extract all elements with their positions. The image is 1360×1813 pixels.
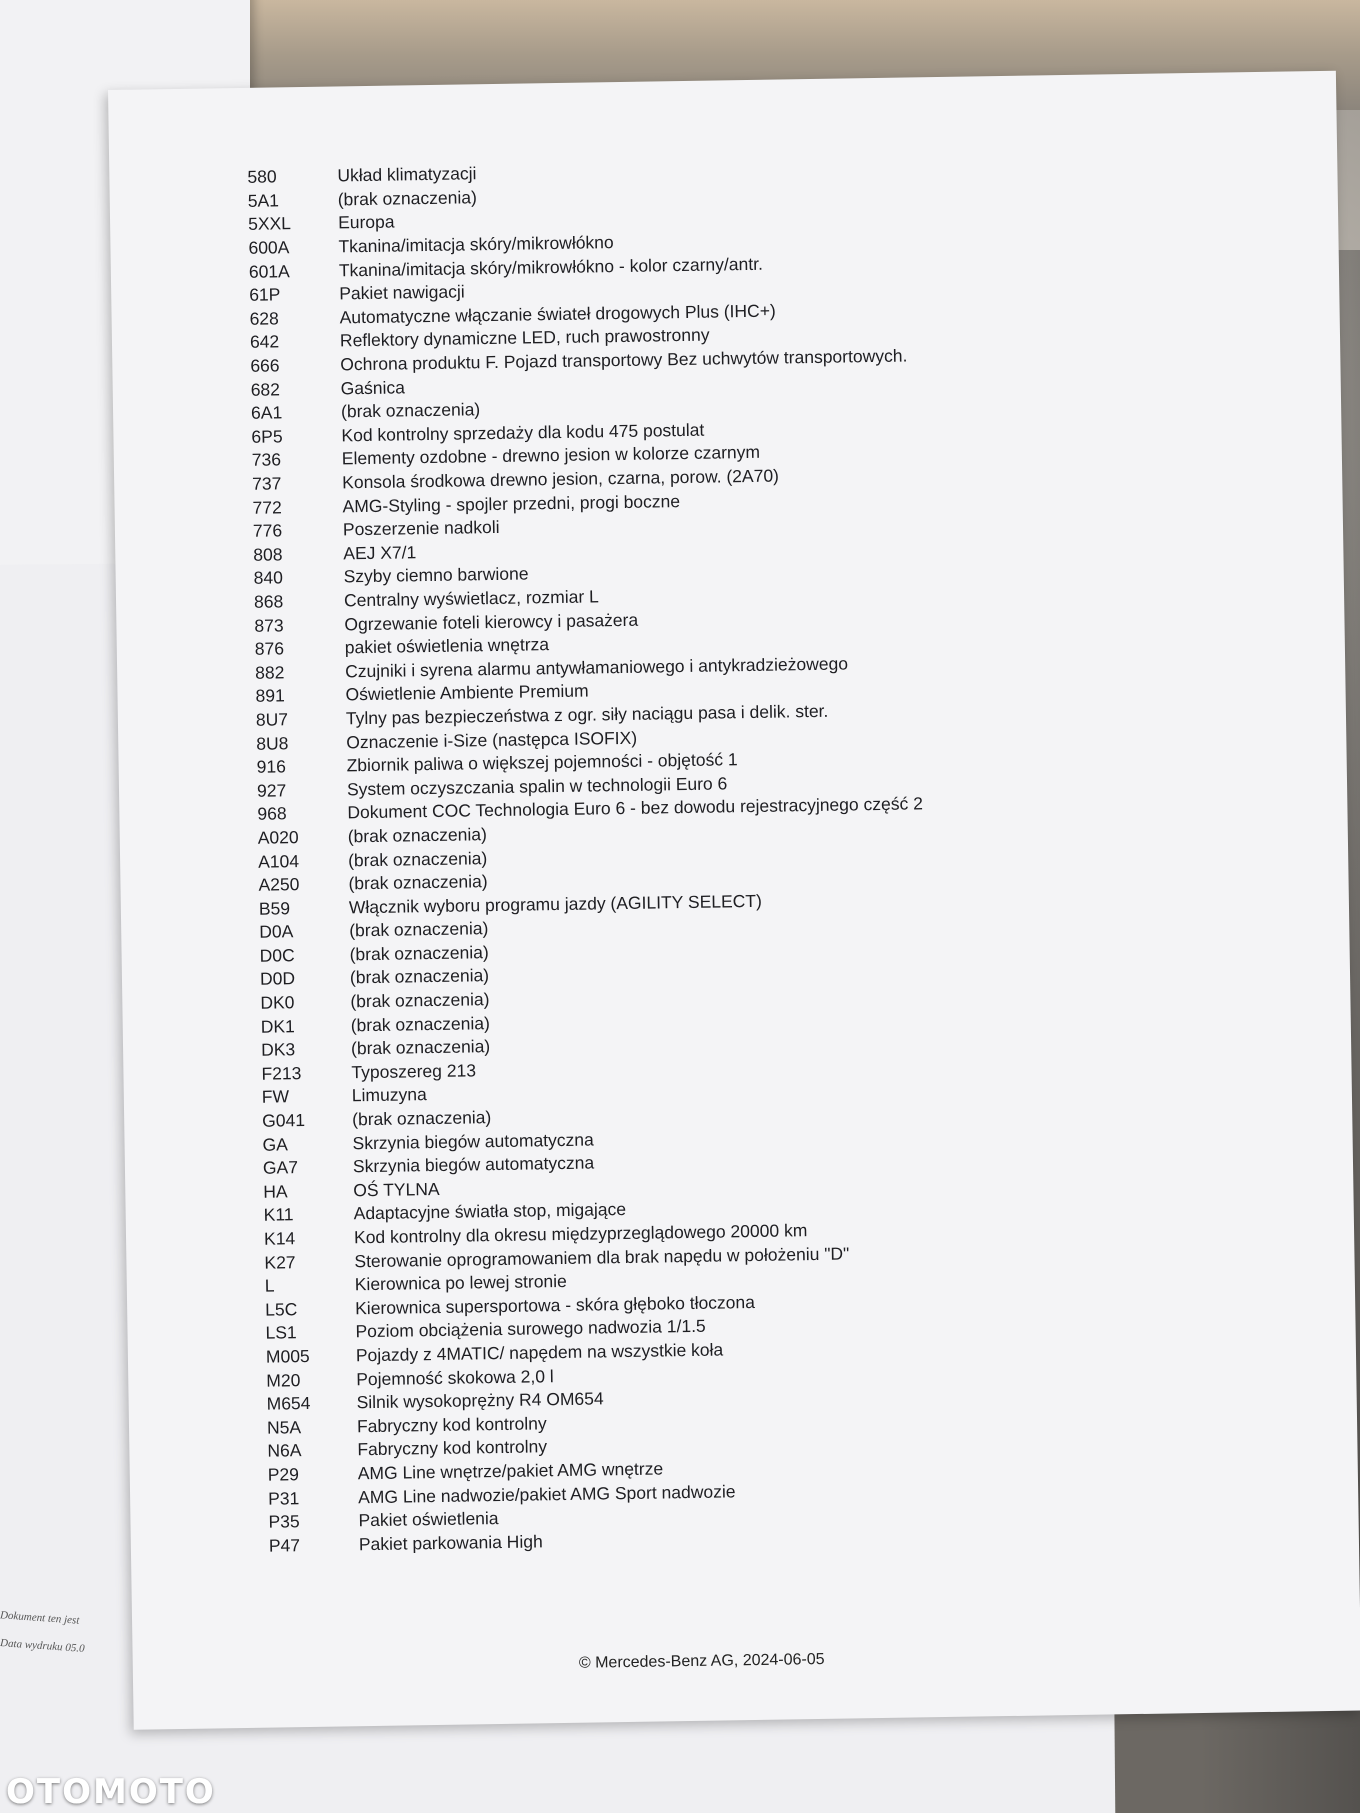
option-description: Czujniki i syrena alarmu antywłamaniowego i antykradzieżowego [344, 653, 849, 682]
option-description: System oczyszczania spalin w technologii Euro 6 [346, 773, 728, 800]
option-code: 927 [256, 780, 287, 801]
option-description: AMG-Styling - spojler przedni, progi boczne [342, 490, 681, 516]
option-description: (brak oznaczenia) [350, 1012, 490, 1035]
option-code: N5A [266, 1416, 302, 1438]
option-description: Kierownica supersportowa - skóra głęboko tłoczona [355, 1291, 756, 1319]
option-code: FW [261, 1086, 290, 1108]
option-description: (brak oznaczenia) [347, 824, 488, 847]
option-code: K27 [264, 1251, 296, 1273]
option-description: Fabryczny kod kontrolny [357, 1436, 548, 1460]
option-code: 882 [255, 662, 285, 683]
option-code: M005 [265, 1345, 310, 1367]
option-description: Elementy ozdobne - drewno jesion w kolorze czarnym [341, 442, 761, 469]
option-description: (brak oznaczenia) [348, 871, 488, 894]
option-description: Poszerzenie nadkoli [342, 517, 500, 540]
option-description: Reflektory dynamiczne LED, ruch prawostronny [339, 325, 710, 351]
footnote-document: Dokument ten jest [0, 1609, 80, 1627]
option-description: Skrzynia biegów automatyczna [352, 1129, 594, 1153]
option-code: DK3 [260, 1039, 296, 1060]
option-description: Układ klimatyzacji [337, 163, 477, 186]
option-description: Konsola środkowa drewno jesion, czarna, porow. (2A70) [342, 465, 780, 493]
option-code: 891 [255, 685, 285, 707]
option-code: D0A [259, 921, 294, 943]
option-description: Automatyczne włączanie świateł drogowych Plus (IHC+) [339, 300, 776, 328]
option-code: 868 [253, 591, 284, 612]
option-description: Szyby ciemno barwione [343, 563, 529, 587]
option-description: (brak oznaczenia) [349, 918, 489, 941]
option-description: Kierownica po lewej stronie [354, 1271, 567, 1295]
option-code: HA [263, 1181, 288, 1202]
option-description: Pojazdy z 4MATIC/ napędem na wszystkie koła [355, 1339, 724, 1366]
option-code: K14 [263, 1228, 296, 1249]
option-description: AMG Line wnętrze/pakiet AMG wnętrze [357, 1458, 664, 1484]
option-code: 736 [251, 449, 282, 471]
option-description: Zbiornik paliwa o większej pojemności - objętość 1 [346, 749, 738, 776]
option-description: Silnik wysokoprężny R4 OM654 [356, 1388, 604, 1413]
option-description: Kod kontrolny dla okresu międzyprzeglądowego 20000 km [353, 1220, 808, 1248]
option-description: Pojemność skokowa 2,0 l [356, 1365, 554, 1389]
option-code: 737 [252, 473, 282, 494]
option-code: 776 [252, 520, 283, 541]
option-code: F213 [261, 1062, 302, 1084]
option-code: A020 [257, 827, 299, 848]
option-code: 876 [254, 638, 285, 659]
option-description: Oznaczenie i-Size (następca ISOFIX) [346, 727, 638, 752]
option-code: 840 [253, 567, 284, 589]
option-code: 5XXL [247, 213, 292, 235]
option-code: A250 [258, 874, 300, 895]
option-description: Pakiet oświetlenia [358, 1508, 499, 1531]
option-code: 8U7 [255, 709, 289, 730]
option-code: 873 [254, 614, 284, 636]
option-description: Fabryczny kod kontrolny [356, 1413, 547, 1437]
option-description: Poziom obciążenia surowego nadwozia 1/1.5 [355, 1316, 706, 1342]
option-code: P31 [267, 1487, 300, 1509]
option-code: 600A [248, 237, 290, 258]
option-description: Tkanina/imitacja skóry/mikrowłókno - kolor czarny/antr. [338, 253, 763, 281]
option-code: P29 [267, 1464, 300, 1485]
option-code: P47 [268, 1534, 301, 1556]
option-description: (brak oznaczenia) [349, 942, 489, 965]
option-description: AMG Line nadwozie/pakiet AMG Sport nadwozie [357, 1480, 736, 1507]
option-description: Dokument COC Technologia Euro 6 - bez dowodu rejestracyjnego część 2 [347, 793, 924, 823]
option-description: (brak oznaczenia) [347, 847, 488, 870]
option-description: Adaptacyjne światła stop, migające [353, 1199, 627, 1224]
option-code: L5C [265, 1298, 298, 1320]
option-code: K11 [263, 1204, 294, 1226]
option-code: A104 [257, 850, 300, 872]
option-code: 580 [247, 166, 277, 188]
option-code: P35 [268, 1511, 300, 1532]
option-description: Tylny pas bezpieczeństwa z ogr. siły naciągu pasa i delik. ster. [345, 700, 829, 729]
option-description: Typoszereg 213 [351, 1060, 477, 1083]
option-description: Ogrzewanie foteli kierowcy i pasażera [344, 609, 639, 634]
option-description: (brak oznaczenia) [337, 187, 477, 210]
option-code: M654 [266, 1393, 311, 1414]
option-description: Skrzynia biegów automatyczna [352, 1152, 595, 1177]
option-code: 8U8 [256, 732, 289, 754]
option-description: Europa [337, 212, 395, 233]
option-code: 808 [253, 544, 283, 565]
copyright-footer: © Mercedes-Benz AG, 2024-06-05 [578, 1650, 825, 1672]
option-description: Gaśnica [340, 377, 406, 399]
footnote-print-date: Data wydruku 05.0 [0, 1637, 85, 1655]
option-description: (brak oznaczenia) [349, 965, 490, 988]
option-description: (brak oznaczenia) [350, 989, 490, 1012]
option-code: 6A1 [250, 402, 283, 424]
option-description: Włącznik wyboru programu jazdy (AGILITY SELECT) [348, 890, 762, 918]
option-code: G041 [262, 1110, 306, 1131]
option-description: Limuzyna [351, 1084, 427, 1106]
option-description: OŚ TYLNA [353, 1178, 440, 1201]
option-code: GA7 [262, 1157, 299, 1178]
option-code: LS1 [265, 1322, 297, 1344]
option-description: (brak oznaczenia) [340, 399, 481, 422]
option-code: 682 [250, 378, 281, 400]
option-code-list [247, 150, 1269, 1558]
option-code: 916 [256, 756, 287, 777]
option-code: 628 [249, 308, 279, 329]
option-description: Ochrona produktu F. Pojazd transportowy Bez uchwytów transportowych. [340, 345, 908, 375]
option-code: N6A [267, 1440, 302, 1462]
option-description: pakiet oświetlenia wnętrza [344, 634, 550, 658]
option-code: DK0 [260, 992, 295, 1013]
option-description: Centralny wyświetlacz, rozmiar L [343, 586, 599, 611]
option-description: (brak oznaczenia) [350, 1036, 491, 1059]
option-description: Tkanina/imitacja skóry/mikrowłókno [338, 232, 614, 257]
option-description: Pakiet parkowania High [358, 1531, 543, 1554]
option-code: L [264, 1275, 275, 1296]
option-code: 601A [248, 260, 290, 282]
option-description: Kod kontrolny sprzedaży dla kodu 475 postulat [341, 419, 705, 446]
option-code: D0D [259, 968, 296, 990]
option-code: 666 [250, 355, 280, 376]
option-code: 6P5 [251, 426, 283, 447]
option-code: 5A1 [247, 190, 280, 211]
option-code: 772 [252, 496, 282, 518]
option-description: Oświetlenie Ambiente Premium [345, 680, 589, 705]
option-description: (brak oznaczenia) [352, 1107, 492, 1130]
option-code: B59 [258, 897, 291, 919]
otomoto-watermark: OTOMOTO [6, 1772, 216, 1812]
option-description: Sterowanie oprogramowaniem dla brak napędu w położeniu "D" [354, 1243, 850, 1271]
option-code: M20 [266, 1369, 301, 1391]
option-description: Pakiet nawigacji [339, 281, 465, 304]
document-page [108, 71, 1360, 1730]
option-code: 61P [249, 284, 281, 306]
option-code: DK1 [260, 1015, 295, 1037]
option-code: D0C [259, 945, 295, 966]
option-code: 968 [257, 803, 287, 825]
option-code: GA [262, 1133, 289, 1155]
option-code: 642 [249, 331, 280, 353]
option-description: AEJ X7/1 [343, 542, 417, 564]
